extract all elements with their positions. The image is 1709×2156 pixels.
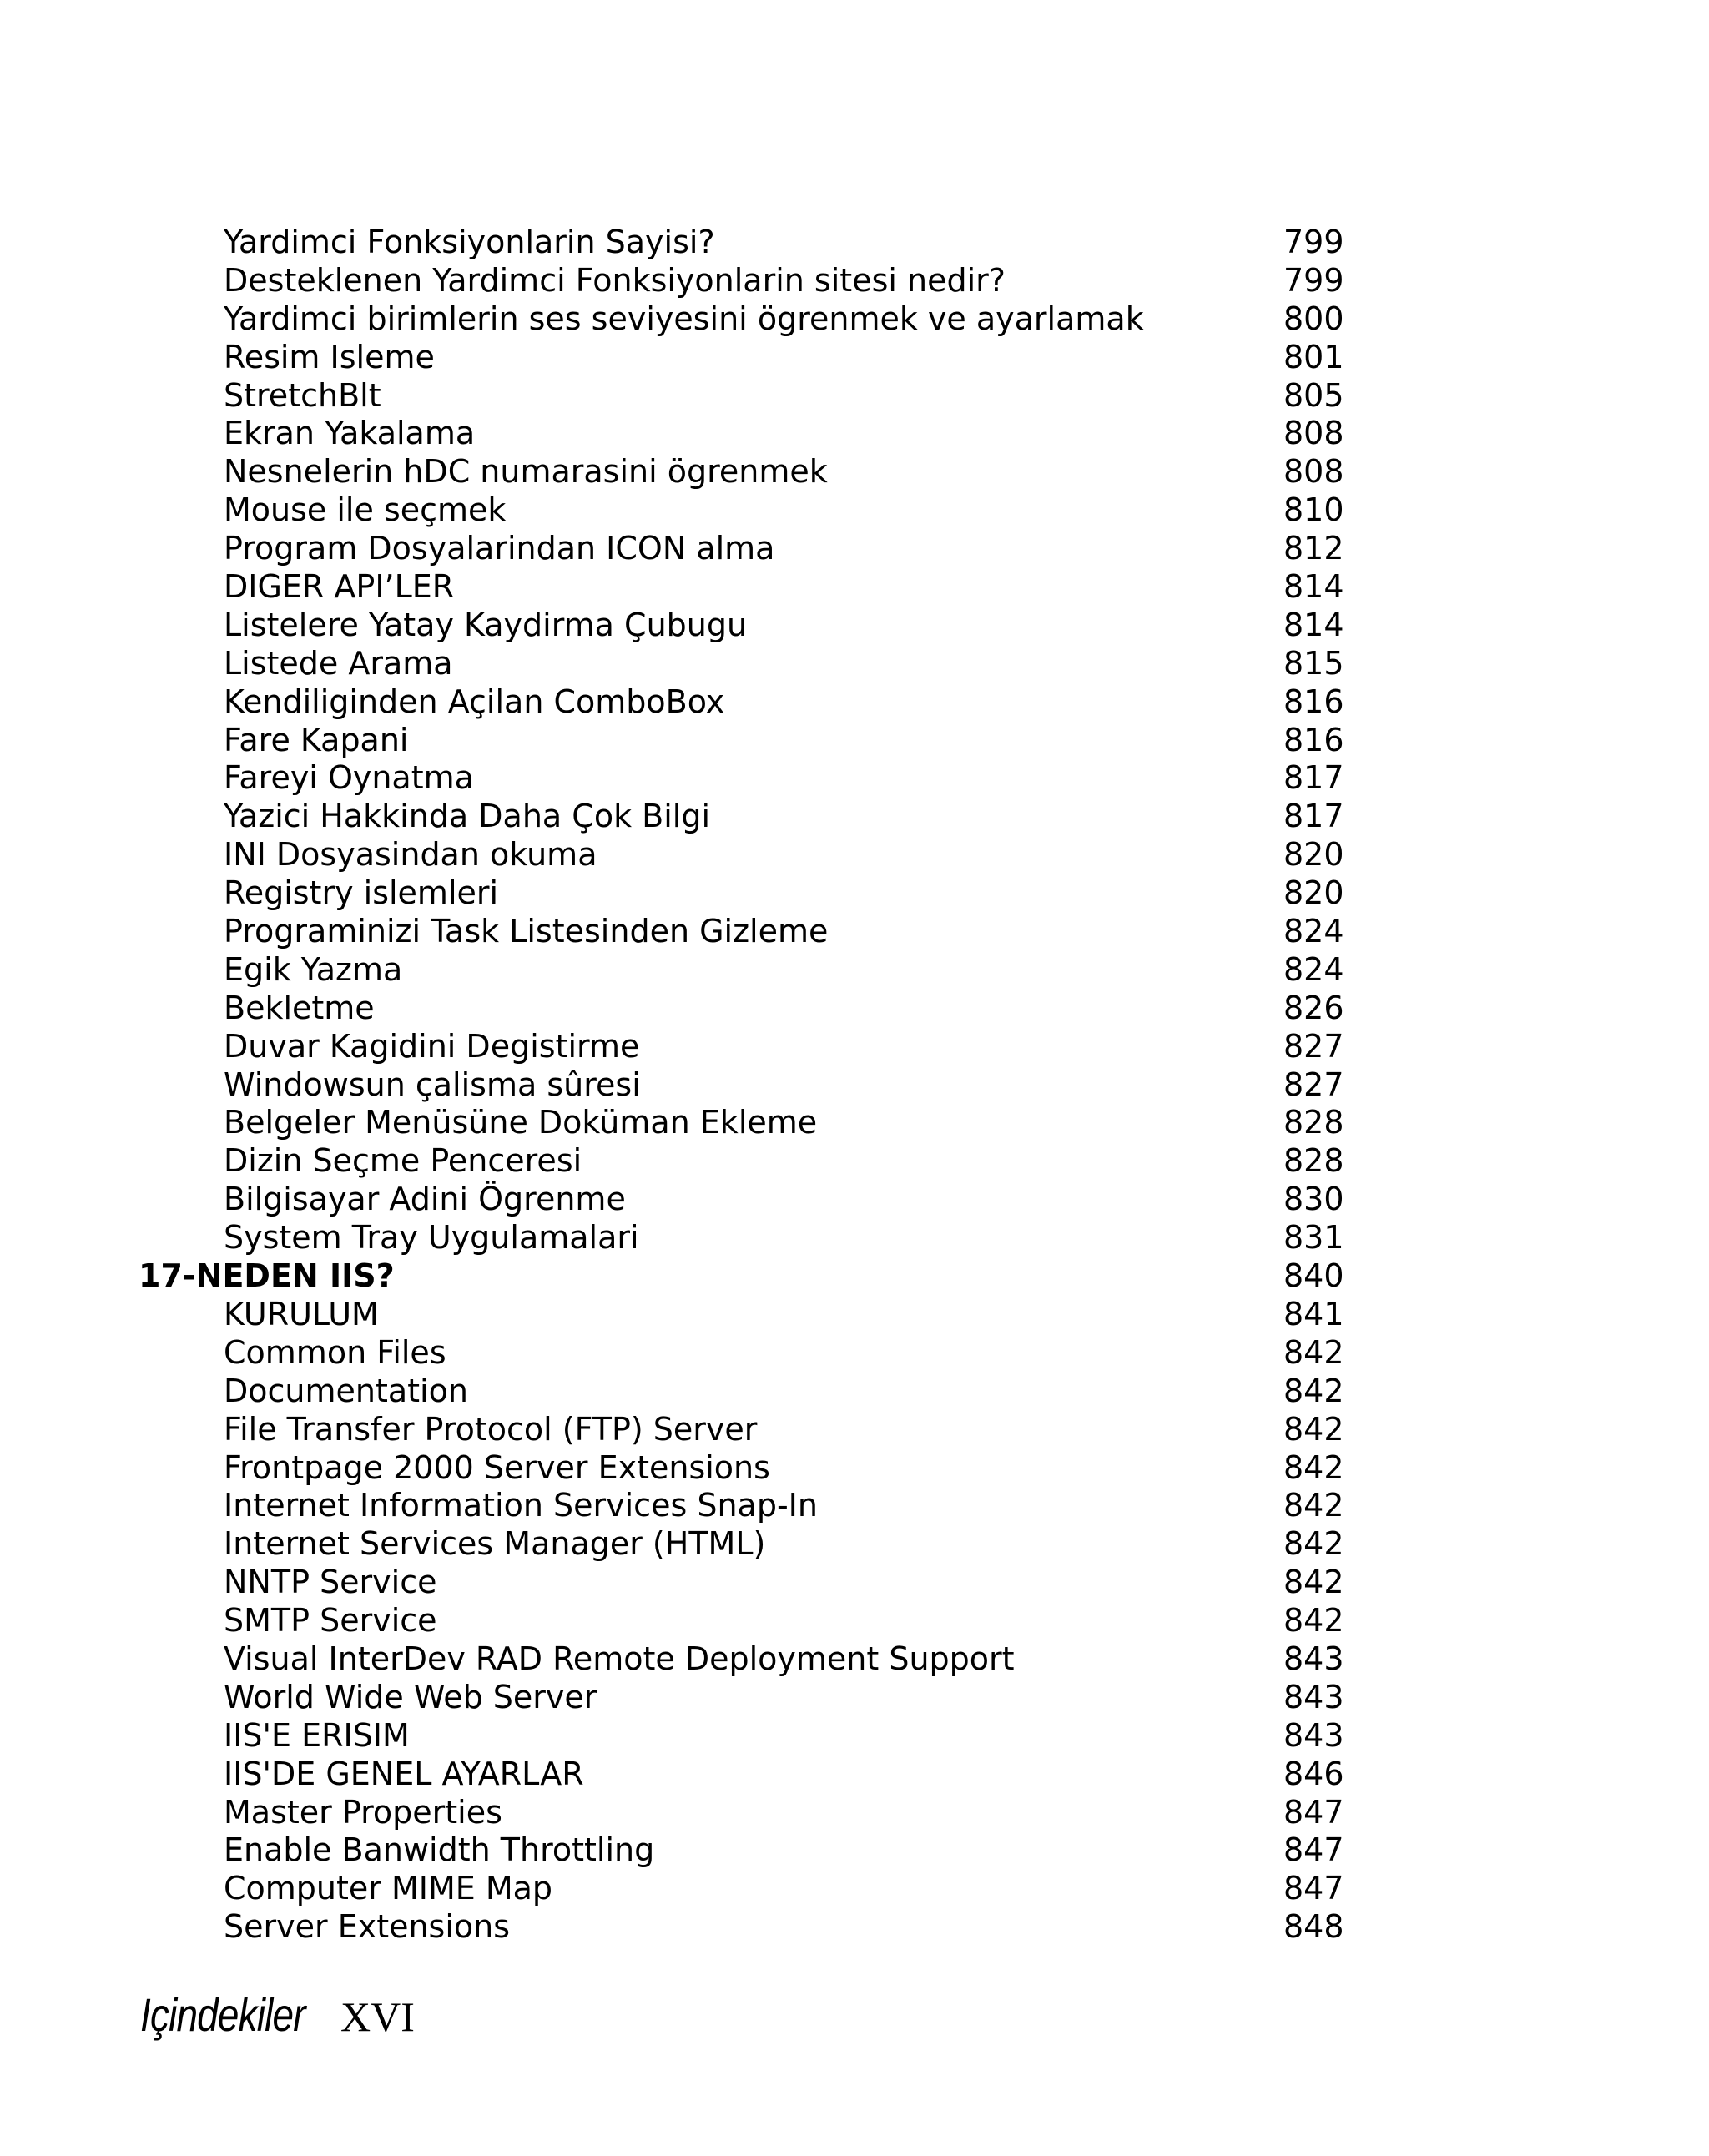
toc-page-number: 799 xyxy=(1283,224,1344,260)
toc-entry-title: Kendiliginden Açilan ComboBox xyxy=(224,683,725,720)
toc-page-number: 824 xyxy=(1283,913,1344,950)
toc-page-number: 814 xyxy=(1283,568,1344,606)
toc-row xyxy=(0,645,1709,683)
toc-entry-title: Resim Isleme xyxy=(224,338,435,375)
toc-row xyxy=(0,1640,1709,1679)
table-of-contents xyxy=(0,224,1709,1947)
toc-entry-title: IIS'DE GENEL AYARLAR xyxy=(224,1755,584,1792)
toc-row xyxy=(0,874,1709,913)
toc-row xyxy=(0,1334,1709,1373)
toc-entry-title: Belgeler Menüsüne Doküman Ekleme xyxy=(224,1104,818,1141)
toc-row xyxy=(0,1219,1709,1257)
toc-entry-title: World Wide Web Server xyxy=(224,1678,597,1715)
toc-entry-title: Master Properties xyxy=(224,1793,502,1831)
toc-entry-title: Egik Yazma xyxy=(224,950,403,988)
toc-entry-title: System Tray Uygulamalari xyxy=(224,1219,639,1257)
toc-row xyxy=(0,1602,1709,1640)
toc-entry-title: Registry islemleri xyxy=(224,874,499,912)
toc-row xyxy=(0,300,1709,339)
toc-page-number: 847 xyxy=(1283,1870,1344,1907)
toc-page-number: 831 xyxy=(1283,1219,1344,1257)
toc-page-number: 826 xyxy=(1283,989,1344,1026)
footer-section-label: Içindekiler xyxy=(140,1988,305,2041)
toc-row xyxy=(0,759,1709,798)
toc-row xyxy=(0,262,1709,300)
toc-page-number: 846 xyxy=(1283,1755,1344,1792)
toc-row xyxy=(0,836,1709,874)
toc-page-number: 810 xyxy=(1283,491,1344,529)
toc-entry-title: Yardimci Fonksiyonlarin Sayisi? xyxy=(224,224,715,260)
toc-entry-title: Bekletme xyxy=(224,989,375,1026)
toc-entry-title: StretchBlt xyxy=(224,376,381,414)
toc-entry-title: DIGER API’LER xyxy=(224,568,455,606)
toc-page-number: 814 xyxy=(1283,606,1344,643)
toc-entry-title: Listede Arama xyxy=(224,644,453,682)
toc-page-number: 827 xyxy=(1283,1065,1344,1103)
toc-entry-title: Documentation xyxy=(224,1372,468,1409)
page-footer xyxy=(140,1987,415,2046)
toc-entry-title: Enable Banwidth Throttling xyxy=(224,1831,655,1869)
toc-row xyxy=(0,1870,1709,1908)
toc-row xyxy=(0,683,1709,722)
toc-page-number: 840 xyxy=(1283,1257,1344,1295)
toc-row xyxy=(0,530,1709,568)
toc-chapter-row xyxy=(0,1257,1709,1296)
toc-page-number: 824 xyxy=(1283,950,1344,988)
toc-page-number: 799 xyxy=(1283,261,1344,299)
toc-row xyxy=(0,798,1709,836)
toc-row xyxy=(0,491,1709,530)
toc-page-number: 842 xyxy=(1283,1487,1344,1524)
toc-row xyxy=(0,339,1709,377)
toc-row xyxy=(0,951,1709,990)
toc-page-number: 847 xyxy=(1283,1831,1344,1869)
toc-entry-title: Fare Kapani xyxy=(224,721,409,758)
toc-row xyxy=(0,1142,1709,1181)
toc-row xyxy=(0,722,1709,760)
toc-page-number: 808 xyxy=(1283,453,1344,491)
toc-entry-title: Dizin Seçme Penceresi xyxy=(224,1142,582,1180)
toc-entry-title: Program Dosyalarindan ICON alma xyxy=(224,530,775,567)
toc-row xyxy=(0,1679,1709,1717)
toc-page-number: 808 xyxy=(1283,415,1344,452)
toc-entry-title: Yardimci birimlerin ses seviyesini ögrenmek ve ayarlamak xyxy=(224,300,1144,337)
toc-page-number: 830 xyxy=(1283,1181,1344,1218)
toc-row xyxy=(0,377,1709,416)
toc-page-number: 843 xyxy=(1283,1640,1344,1677)
toc-entry-title: Windowsun çalisma sûresi xyxy=(224,1065,641,1103)
toc-page-number: 817 xyxy=(1283,798,1344,835)
toc-row xyxy=(0,1831,1709,1870)
toc-page-number: 847 xyxy=(1283,1793,1344,1831)
toc-page-number: 812 xyxy=(1283,530,1344,567)
toc-page-number: 815 xyxy=(1283,644,1344,682)
toc-page-number: 842 xyxy=(1283,1525,1344,1563)
toc-chapter-title: 17-NEDEN IIS? xyxy=(139,1257,395,1295)
toc-page-number: 842 xyxy=(1283,1333,1344,1371)
toc-page-number: 800 xyxy=(1283,300,1344,337)
toc-page-number: 816 xyxy=(1283,683,1344,720)
toc-row xyxy=(0,1487,1709,1525)
toc-row xyxy=(0,1066,1709,1105)
toc-row xyxy=(0,1908,1709,1947)
toc-entry-title: Internet Services Manager (HTML) xyxy=(224,1525,766,1563)
footer-page-number: XVI xyxy=(340,1993,415,2040)
toc-entry-title: File Transfer Protocol (FTP) Server xyxy=(224,1410,758,1448)
toc-entry-title: NNTP Service xyxy=(224,1564,437,1601)
toc-page-number: 828 xyxy=(1283,1142,1344,1180)
toc-entry-title: KURULUM xyxy=(224,1295,379,1332)
toc-entry-title: Internet Information Services Snap-In xyxy=(224,1487,818,1524)
toc-entry-title: Listelere Yatay Kaydirma Çubugu xyxy=(224,606,748,643)
toc-row xyxy=(0,913,1709,951)
toc-entry-title: INI Dosyasindan okuma xyxy=(224,836,597,874)
toc-entry-title: SMTP Service xyxy=(224,1602,437,1640)
toc-entry-title: Bilgisayar Adini Ögrenme xyxy=(224,1181,626,1218)
toc-row xyxy=(0,1525,1709,1564)
toc-page-number: 820 xyxy=(1283,836,1344,874)
toc-entry-title: Nesnelerin hDC numarasini ögrenmek xyxy=(224,453,828,491)
toc-page-number: 828 xyxy=(1283,1104,1344,1141)
toc-row xyxy=(0,1756,1709,1794)
toc-row xyxy=(0,1296,1709,1334)
toc-page-number: 842 xyxy=(1283,1602,1344,1640)
toc-row xyxy=(0,1104,1709,1142)
toc-page-number: 842 xyxy=(1283,1410,1344,1448)
toc-entry-title: Mouse ile seçmek xyxy=(224,491,507,529)
toc-row xyxy=(0,1411,1709,1449)
toc-row xyxy=(0,990,1709,1028)
toc-entry-title: Programinizi Task Listesinden Gizleme xyxy=(224,913,829,950)
toc-entry-title: Common Files xyxy=(224,1333,446,1371)
toc-page-number: 842 xyxy=(1283,1372,1344,1409)
toc-row xyxy=(0,1717,1709,1756)
toc-page-number: 820 xyxy=(1283,874,1344,912)
toc-row xyxy=(0,1564,1709,1602)
toc-entry-title: Visual InterDev RAD Remote Deployment Support xyxy=(224,1640,1015,1677)
toc-page-number: 841 xyxy=(1283,1295,1344,1332)
toc-entry-title: Yazici Hakkinda Daha Çok Bilgi xyxy=(224,798,711,835)
toc-row xyxy=(0,1028,1709,1066)
toc-entry-title: Desteklenen Yardimci Fonksiyonlarin sitesi nedir? xyxy=(224,261,1006,299)
toc-entry-title: Computer MIME Map xyxy=(224,1870,553,1907)
toc-page-number: 842 xyxy=(1283,1564,1344,1601)
toc-entry-title: Frontpage 2000 Server Extensions xyxy=(224,1448,770,1486)
toc-row xyxy=(0,1373,1709,1411)
toc-entry-title: IIS'E ERISIM xyxy=(224,1716,410,1754)
toc-row xyxy=(0,1181,1709,1219)
toc-page-number: 843 xyxy=(1283,1678,1344,1715)
toc-entry-title: Ekran Yakalama xyxy=(224,415,476,452)
toc-page-number: 801 xyxy=(1283,338,1344,375)
toc-row xyxy=(0,1794,1709,1832)
toc-page-number: 843 xyxy=(1283,1716,1344,1754)
toc-page-number: 817 xyxy=(1283,759,1344,797)
toc-row xyxy=(0,607,1709,645)
toc-page-number: 816 xyxy=(1283,721,1344,758)
toc-row xyxy=(0,1449,1709,1488)
toc-row xyxy=(0,568,1709,607)
toc-entry-title: Duvar Kagidini Degistirme xyxy=(224,1027,640,1065)
toc-entry-title: Fareyi Oynatma xyxy=(224,759,474,797)
toc-row xyxy=(0,224,1709,262)
toc-page-number: 848 xyxy=(1283,1908,1344,1946)
toc-page-number: 827 xyxy=(1283,1027,1344,1065)
toc-page-number: 805 xyxy=(1283,376,1344,414)
toc-page-number: 842 xyxy=(1283,1448,1344,1486)
toc-row xyxy=(0,453,1709,491)
toc-row xyxy=(0,415,1709,453)
toc-entry-title: Server Extensions xyxy=(224,1908,511,1946)
